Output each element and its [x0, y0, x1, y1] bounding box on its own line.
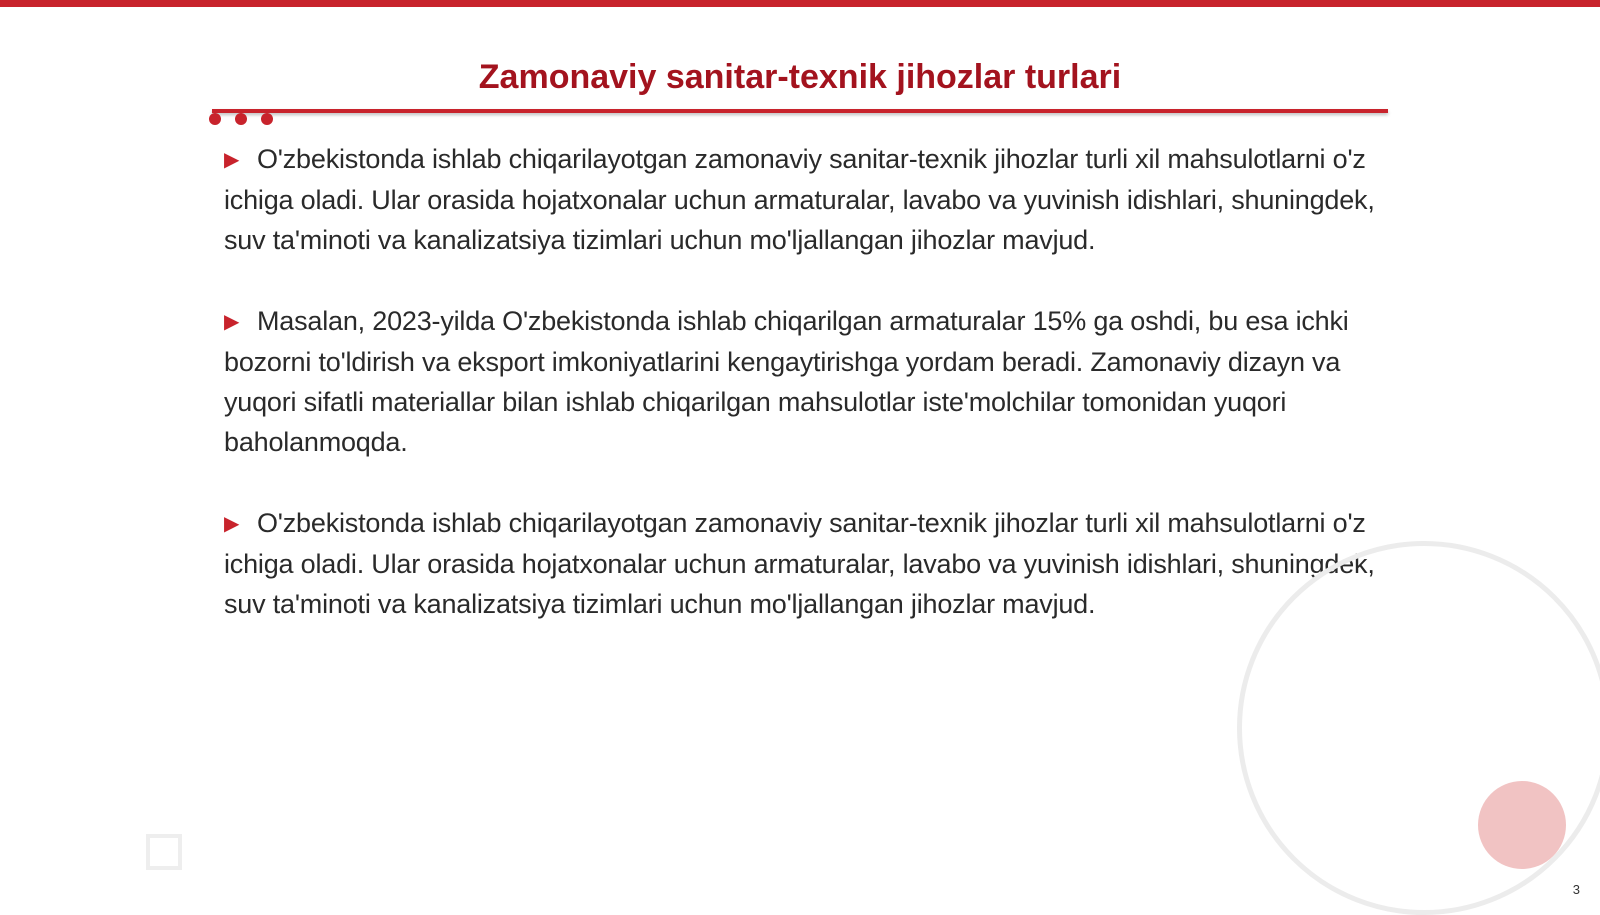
paragraph-text: O'zbekistonda ishlab chiqarilayotgan zamonaviy sanitar-texnik jihozlar turli xil mahsulotlarni o'z ichiga oladi. Ular orasida hojatxonalar uchun armaturalar, lavabo va yuvinish idishlari, shuningdek, suv ta'minoti va kanalizatsiya tizimlari uchun mo'ljallangan jihozlar mavjud.	[224, 508, 1375, 619]
slide-title: Zamonaviy sanitar-texnik jihozlar turlari	[478, 58, 1122, 96]
decorative-square	[146, 834, 182, 870]
bullet-paragraph	[224, 139, 1384, 260]
decorative-dot	[209, 113, 221, 125]
bullet-arrow-icon: ▶	[224, 513, 240, 535]
decorative-dot	[235, 113, 247, 125]
decorative-disc	[1478, 781, 1566, 869]
bullet-paragraph	[224, 301, 1384, 462]
bullet-paragraph	[224, 503, 1384, 624]
paragraph-text: Masalan, 2023-yilda O'zbekistonda ishlab chiqarilgan armaturalar 15% ga oshdi, bu esa ichki bozorni to'ldirish va eksport imkoniyatlarini kengaytirishga yordam beradi. Zamonaviy dizayn va yuqori sifatli materiallar bilan ishlab chiqarilgan mahsulotlar iste'molchilar tomonidan yuqori baholanmoqda.	[224, 306, 1349, 457]
decorative-dot	[261, 113, 273, 125]
paragraph-text: O'zbekistonda ishlab chiqarilayotgan zamonaviy sanitar-texnik jihozlar turli xil mahsulotlarni o'z ichiga oladi. Ular orasida hojatxonalar uchun armaturalar, lavabo va yuvinish idishlari, shuningdek, suv ta'minoti va kanalizatsiya tizimlari uchun mo'ljallangan jihozlar mavjud.	[224, 144, 1375, 255]
bullet-arrow-icon: ▶	[224, 149, 240, 171]
page-number: 3	[1572, 882, 1580, 897]
top-accent-bar	[0, 0, 1600, 7]
slide-body	[224, 139, 1384, 665]
title-underline	[212, 109, 1388, 113]
bullet-arrow-icon: ▶	[224, 311, 240, 333]
